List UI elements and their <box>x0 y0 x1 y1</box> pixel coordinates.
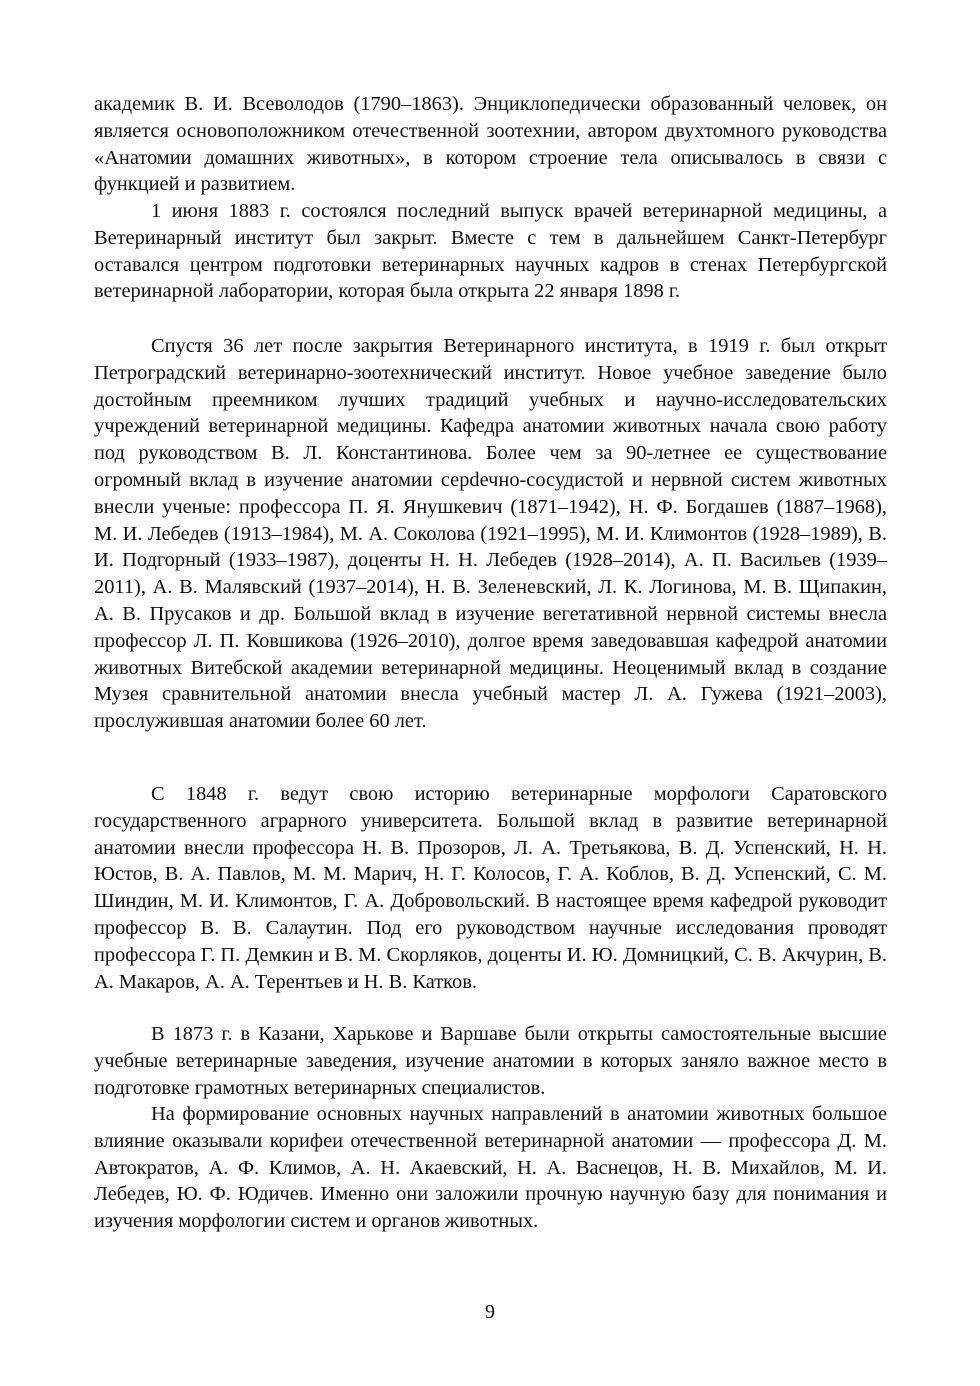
paragraph-institute-closure: 1 июня 1883 г. состоялся последний выпуск врачей ветеринарной медицины, а Ветеринарный институт был закрыт. Вместе с тем в дальнейшем Санкт-Петербург оставался центром подготовки ветеринарных научных кадров в стенах Петербургской ветеринарной лаборатории, которая была открыта 22 января 1898 г. <box>94 200 887 303</box>
page-number: 9 <box>485 1301 495 1323</box>
paragraph-saratov-university: С 1848 г. ведут свою историю ветеринарные морфологи Саратовского государственного аграрного университета. Большой вклад в развитие ветеринарной анатомии внесли профессора Н. В. Прозоров, Л. А. Третьякова, В. Д. Успенский, Н. Н. Юстов, В. А. Павлов, М. М. Марич, Н. Г. Колосов, Г. А. Коблов, В. Д. Успенский, С. М. Шиндин, М. И. Климонтов, Г. А. Добровольский. В настоящее время кафедрой руководит профессор В. В. Салаутин. Под его руководством научные исследования проводят профессора Г. П. Демкин и В. М. Скорляков, доценты И. Ю. Домницкий, С. В. Акчурин, В. А. Макаров, А. А. Терентьев и Н. В. Катков. <box>94 783 887 993</box>
paragraph-vsevolodov: академик В. И. Всеволодов (1790–1863). Энциклопедически образованный человек, он является основоположником отечественной зоотехнии, автором двухтомного руководства «Анатомии домашних животных», в котором строение тела описывалось в связи с функцией и развитием. <box>94 93 887 196</box>
paragraph-scientific-directions: На формирование основных научных направлений в анатомии животных большое влияние оказывали корифеи отечественной ветеринарной анатомии — профессора Д. М. Автократов, А. Ф. Климов, А. Н. Акаевский, Н. А. Васнецов, Н. В. Михайлов, М. И. Лебедев, Ю. Ф. Юдичев. Именно они заложили прочную научную базу для понимания и изучения морфологии систем и органов животных. <box>94 1103 887 1233</box>
paragraph-kazan-kharkov-warsaw: В 1873 г. в Казани, Харькове и Варшаве были открыты самостоятельные высшие учебные ветеринарные заведения, изучение анатомии в которых заняло важное место в подготовке грамотных ветеринарных специалистов. <box>94 1023 887 1099</box>
paragraph-petrograd-institute: Спустя 36 лет после закрытия Ветеринарного института, в 1919 г. был открыт Петроградский ветеринарно-зоотехнический институт. Новое учебное заведение было достойным преемником лучших традиций учебных и научно-исследовательских учреждений ветеринарной медицины. Кафедра анатомии животных начала свою работу под руководством В. Л. Константинова. Более чем за 90-летнее ее существование огромный вклад в изучение анатомии серdечно-сосудистой и нервной систем животных внесли ученые: профессора П. Я. Янушкевич (1871–1942), Н. Ф. Богдашев (1887–1968), М. И. Лебедев (1913–1984), М. А. Соколова (1921–1995), М. И. Климонтов (1928–1989), В. И. Подгорный (1933–1987), доценты Н. Н. Лебедев (1928–2014), А. П. Васильев (1939–2011), А. В. Малявский (1937–2014), Н. В. Зеленевский, Л. К. Логинова, М. В. Щипакин, А. В. Прусаков и др. Большой вклад в изучение вегетативной нервной системы внесла профессор Л. П. Ковшикова (1926–2010), долгое время заведовавшая кафедрой анатомии животных Витебской академии ветеринарной медицины. Неоценимый вклад в создание Музея сравнительной анатомии внесла учебный мастер Л. А. Гужева (1921–2003), прослужившая анатомии более 60 лет. <box>94 335 887 733</box>
